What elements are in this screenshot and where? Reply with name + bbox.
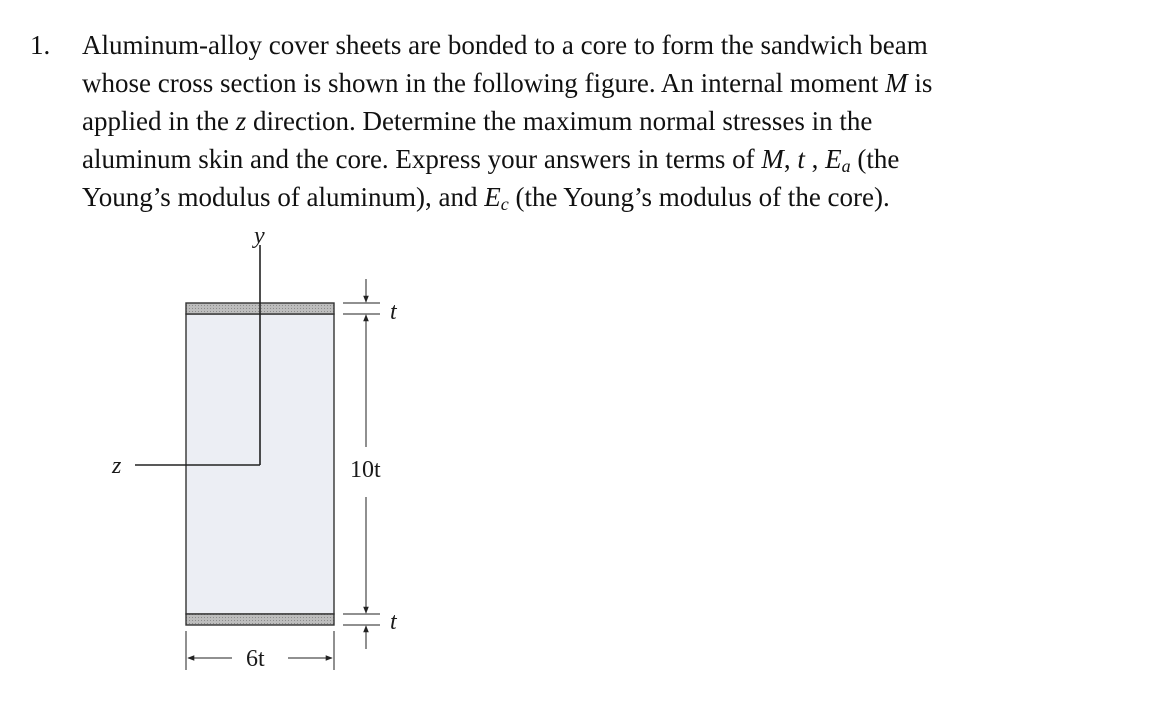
problem-line-5: Young’s modulus of aluminum), and $E_c$ (the Young’s modulus of the core).: [82, 182, 890, 214]
ec-symbol: $E_c$: [484, 182, 509, 214]
problem-text: [82, 26, 1122, 216]
problem-line-2: whose cross section is shown in the following figure. An internal moment M is: [82, 68, 933, 98]
z-symbol: z: [235, 106, 247, 136]
cross-section-figure: [60, 215, 460, 705]
moment-symbol: M: [885, 68, 908, 98]
bottom-skin: [186, 614, 334, 625]
problem-number: 1.: [30, 30, 51, 60]
problem-line-3: applied in the z direction. Determine the maximum normal stresses in the: [82, 106, 873, 136]
cross-section-diagram: [60, 215, 460, 705]
y-axis-label: y: [254, 223, 265, 249]
width-label: 6t: [246, 646, 265, 672]
top-skin-thickness-label: t: [390, 299, 397, 325]
bottom-skin-thickness-label: t: [390, 609, 397, 635]
problem-line-1: Aluminum-alloy cover sheets are bonded to a core to form the sandwich beam: [82, 30, 928, 60]
z-axis-label: z: [112, 453, 122, 479]
ea-symbol: $E_a$: [825, 144, 851, 176]
core-height-label: 10t: [350, 457, 381, 483]
problem-line-4: aluminum skin and the core. Express your answers in terms of M, t , $E_a$ (the: [82, 144, 900, 176]
